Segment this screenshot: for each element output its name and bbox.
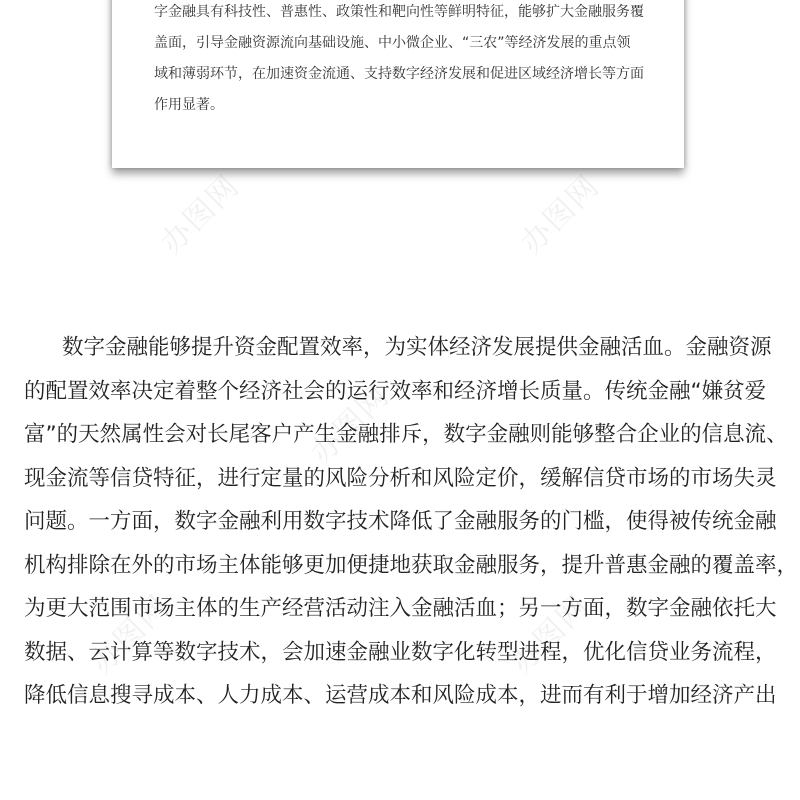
quote-line: 盖面，引导金融资源流向基础设施、中小微企业、“三农”等经济发展的重点领 xyxy=(154,35,631,51)
quote-line: 字金融具有科技性、普惠性、政策性和靶向性等鲜明特征，能够扩大金融服务覆 xyxy=(154,4,644,20)
watermark: 办图网 xyxy=(504,588,597,681)
quote-card xyxy=(112,0,684,168)
watermark: 办图网 xyxy=(514,168,607,261)
quote-text xyxy=(154,0,648,121)
article-line: 的配置效率决定着整个经济社会的运行效率和经济增长质量。传统金融“嫌贫爱 xyxy=(24,378,767,404)
article-line: 数字金融能够提升资金配置效率，为实体经济发展提供金融活血。金融资源 xyxy=(62,335,772,360)
article-line: 降低信息搜寻成本、人力成本、运营成本和风险成本，进而有利于增加经济产出 xyxy=(24,683,777,708)
watermark: 办图网 xyxy=(84,588,177,681)
watermark: 办图网 xyxy=(304,378,397,471)
watermark: 办图网 xyxy=(154,168,247,261)
article-line: 数据、云计算等数字技术，会加速金融业数字化转型进程，优化信贷业务流程， xyxy=(24,639,777,665)
quote-line: 作用显著。 xyxy=(154,97,224,113)
quote-line: 域和薄弱环节，在加速资金流通、支持数字经济发展和促进区域经济增长等方面 xyxy=(154,66,644,82)
article-line: 问题。一方面，数字金融利用数字技术降低了金融服务的门槛，使得被传统金融 xyxy=(24,509,777,534)
article-line: 为更大范围市场主体的生产经营活动注入金融活血；另一方面，数字金融依托大 xyxy=(24,596,777,621)
article-line: 富”的天然属性会对长尾客户产生金融排斥，数字金融则能够整合企业的信息流、 xyxy=(24,422,788,447)
article-body xyxy=(24,326,799,718)
article-line: 机构排除在外的市场主体能够更加便捷地获取金融服务，提升普惠金融的覆盖率， xyxy=(24,552,799,578)
article-line: 现金流等信贷特征，进行定量的风险分析和风险定价，缓解信贷市场的市场失灵 xyxy=(24,465,777,491)
